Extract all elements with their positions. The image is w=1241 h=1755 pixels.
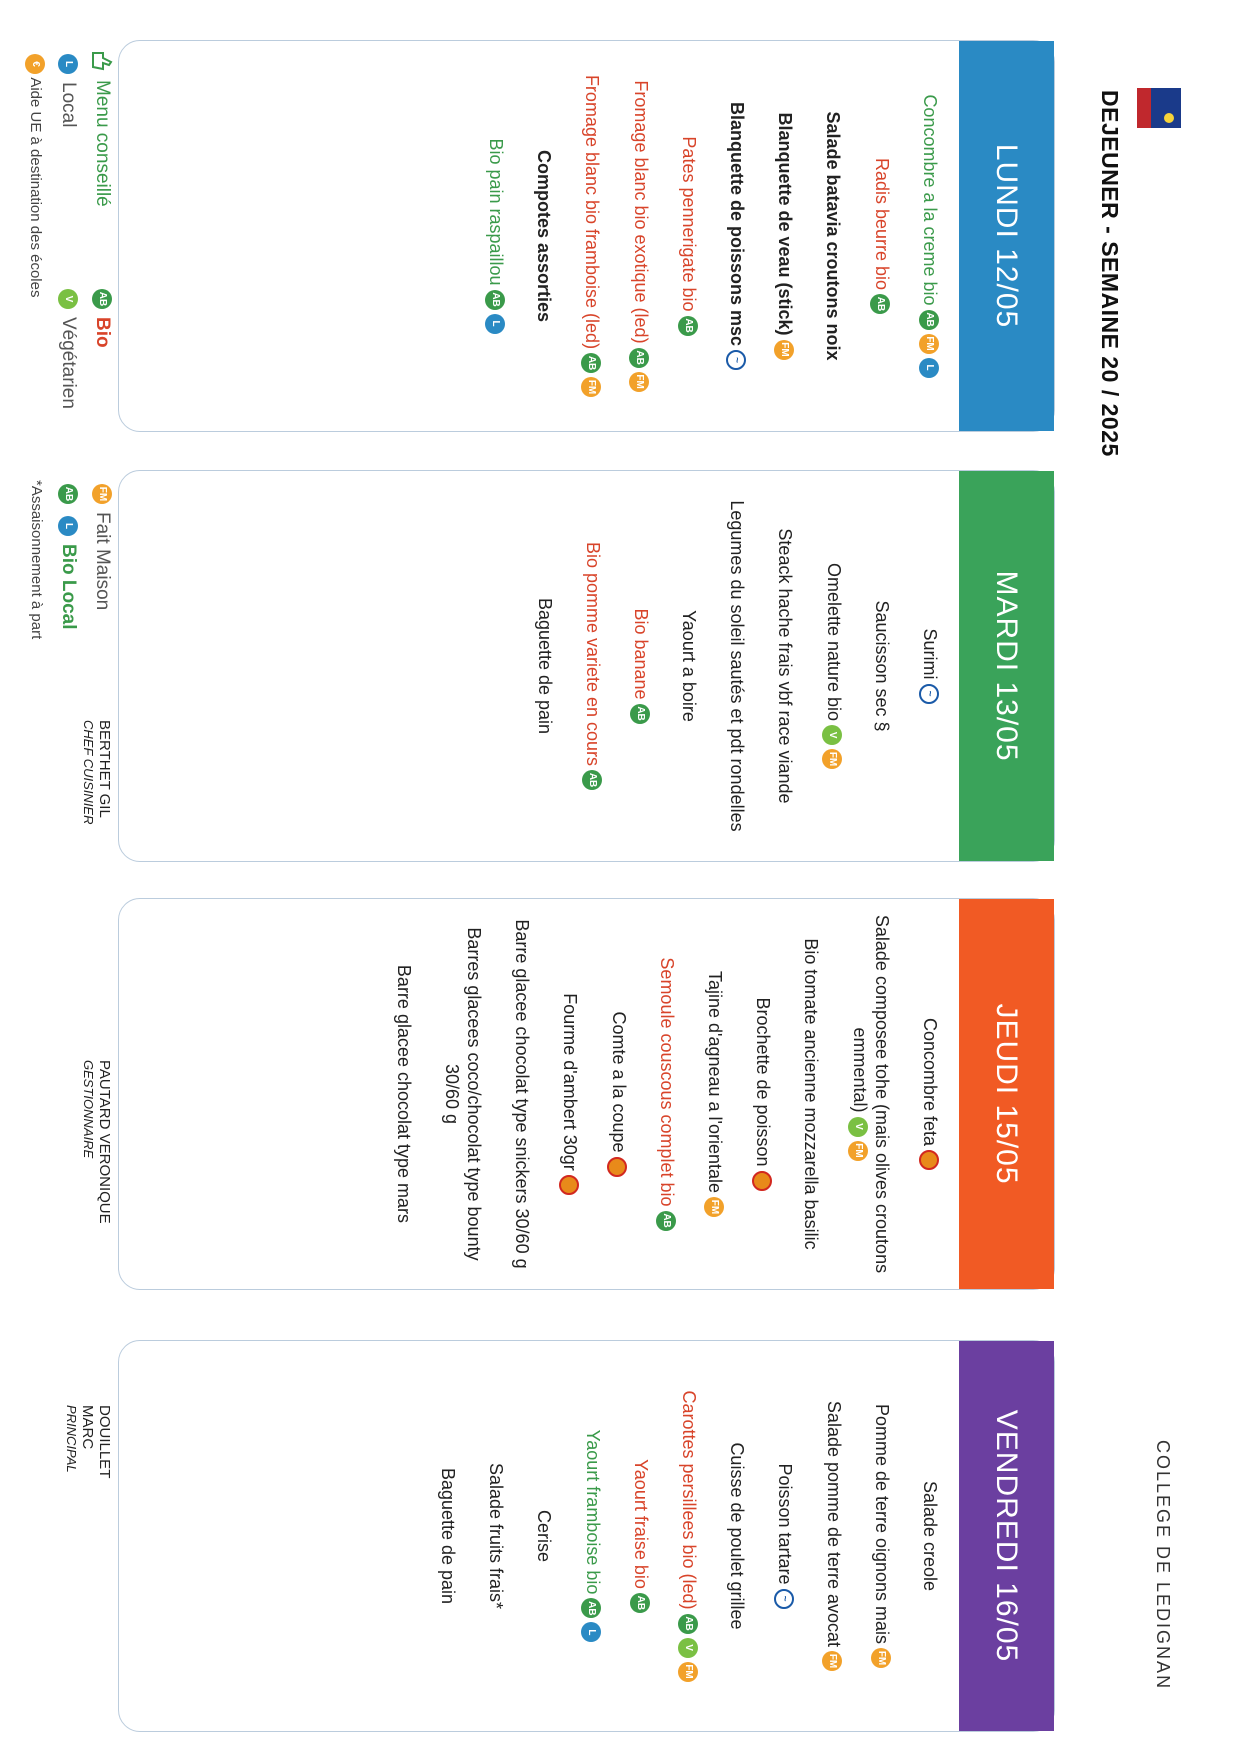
fait-maison-icon: FM xyxy=(630,372,650,392)
vegetarien-icon: V xyxy=(823,725,843,745)
bio-icon: AB xyxy=(630,1593,650,1613)
menu-item-label: Bio banane xyxy=(631,608,652,700)
menu-item xyxy=(775,485,797,847)
menu-item xyxy=(393,913,415,1275)
menu-item xyxy=(919,55,941,417)
menu-item-label: Legumes du soleil sautés et pdt rondelles xyxy=(727,500,748,832)
menu-item xyxy=(630,55,652,417)
menu-item xyxy=(726,55,748,417)
menu-item xyxy=(608,913,630,1275)
menu-item xyxy=(559,913,581,1275)
legend-menu-conseille: Menu conseillé xyxy=(91,50,113,207)
menu-item xyxy=(704,913,726,1275)
menu-item xyxy=(726,1355,748,1717)
menu-item-label: Fromage blanc bio framboise (led) xyxy=(582,74,603,350)
menu-item-label: Semoule couscous complet bio xyxy=(657,957,677,1207)
menu-item xyxy=(801,913,823,1275)
aoc-label-icon xyxy=(559,1175,579,1195)
legend-local: L Local xyxy=(57,50,79,127)
bio-icon: AB xyxy=(485,290,505,310)
menu-item-label: Compotes assorties xyxy=(534,149,555,323)
menu-item-label: Concombre feta xyxy=(920,1017,940,1147)
bio-icon: AB xyxy=(919,310,939,330)
bio-icon: AB xyxy=(678,1614,698,1634)
day-header: MARDI 13/05 xyxy=(959,471,1054,861)
menu-item xyxy=(534,1355,556,1717)
menu-list xyxy=(393,899,959,1289)
fait-maison-icon: FM xyxy=(678,1662,698,1682)
menu-item xyxy=(849,913,893,1275)
menu-item xyxy=(823,485,845,847)
day-card-mardi xyxy=(118,470,1055,862)
bio-icon: AB xyxy=(58,484,78,504)
menu-item xyxy=(679,485,701,847)
legend-bio-local: AB L Bio Local xyxy=(57,480,79,630)
school-name: COLLEGE DE LEDIGNAN xyxy=(1153,1440,1173,1691)
menu-item-label: Pomme de terre oignons mais xyxy=(872,1403,892,1645)
fait-maison-icon: FM xyxy=(92,484,112,504)
signature-chef: BERTHET GIL CHEF CUISINIER xyxy=(81,720,113,825)
legend-aide-ue: € Aide UE à destination des écoles xyxy=(25,50,45,297)
menu-item xyxy=(441,913,485,1275)
bio-icon: AB xyxy=(630,348,650,368)
menu-item-label: Cerise xyxy=(534,1509,555,1562)
fait-maison-icon: FM xyxy=(919,334,939,354)
day-header: LUNDI 12/05 xyxy=(959,41,1054,431)
menu-item xyxy=(581,55,603,417)
menu-item-label: Salade creole xyxy=(920,1480,940,1592)
menu-item-label: Barre glacee chocolat type mars xyxy=(394,964,415,1224)
menu-item-label: Baguette de pain xyxy=(438,1467,459,1605)
menu-list xyxy=(534,471,959,861)
menu-item-label: Blanquette de veau (stick) xyxy=(775,112,796,336)
menu-item-label: Poisson tartare xyxy=(775,1463,796,1585)
menu-item-label: Fromage blanc bio exotique (led) xyxy=(630,80,651,344)
legend-fait-maison: FM Fait Maison xyxy=(91,480,113,610)
thumb-icon xyxy=(91,50,113,72)
menu-item xyxy=(871,485,893,847)
menu-item-label: Barre glacee chocolat type snickers 30/60 g xyxy=(512,919,533,1269)
aoc-label-icon xyxy=(608,1157,628,1177)
msc-fish-icon: ~ xyxy=(774,1589,794,1609)
legend xyxy=(3,50,113,1479)
day-header: VENDREDI 16/05 xyxy=(959,1341,1054,1731)
menu-item xyxy=(533,55,555,417)
menu-item xyxy=(656,913,678,1275)
local-icon: L xyxy=(58,516,78,536)
menu-item xyxy=(630,485,652,847)
menu-item-label: Barres glacees coco/chocolat type bounty 30/60 g xyxy=(442,927,485,1261)
legend-bio: AB Bio xyxy=(91,285,113,348)
bio-icon: AB xyxy=(582,770,602,790)
vegetarien-icon: V xyxy=(849,1117,869,1137)
menu-item-label: Tajine d'agneau a l'orientale xyxy=(705,970,726,1194)
menu-item-label: Concombre a la creme bio xyxy=(920,94,940,306)
menu-item xyxy=(919,485,941,847)
menu-item-label: Saucisson sec § xyxy=(871,600,892,732)
menu-item xyxy=(823,1355,845,1717)
menu-item xyxy=(774,55,796,417)
menu-item-label: Cuisse de poulet grillee xyxy=(727,1442,748,1630)
menu-item-label: Bio tomate ancienne mozzarella basilic xyxy=(801,938,822,1250)
aoc-label-icon xyxy=(919,1150,939,1170)
menu-item-label: Fourme d'ambert 30gr xyxy=(560,993,581,1171)
local-icon: L xyxy=(919,358,939,378)
fait-maison-icon: FM xyxy=(871,1648,891,1668)
aoc-label-icon xyxy=(752,1171,772,1191)
menu-item xyxy=(582,485,604,847)
signature-principal: DOUILLET MARC PRINCIPAL xyxy=(64,1405,113,1479)
menu-item xyxy=(534,485,556,847)
menu-item-label: Yaourt framboise bio xyxy=(582,1429,603,1595)
school-logo-icon xyxy=(1137,88,1181,128)
menu-item xyxy=(919,1355,941,1717)
local-icon: L xyxy=(485,314,505,334)
menu-item-label: Brochette de poisson xyxy=(753,997,774,1167)
menu-item xyxy=(919,913,941,1275)
menu-item-label: Yaourt a boire xyxy=(679,610,700,722)
menu-item-label: Bio pain raspaillou xyxy=(486,138,507,286)
menu-item xyxy=(823,55,845,417)
menu-item xyxy=(752,913,774,1275)
day-card-vendredi xyxy=(118,1340,1055,1732)
signature-gestionnaire: PAUTARD VERONIQUE GESTIONNAIRE xyxy=(81,1060,113,1224)
menu-item-label: Pates pennerigate bio xyxy=(679,136,699,312)
menu-item xyxy=(774,1355,796,1717)
menu-item-label: Bio pomme variete en cours xyxy=(583,541,604,767)
fait-maison-icon: FM xyxy=(849,1141,869,1161)
menu-item-label: Salade fruits frais* xyxy=(486,1462,507,1610)
menu-item-label: Baguette de pain xyxy=(535,597,555,735)
bio-icon: AB xyxy=(630,704,650,724)
aide-ue-icon: € xyxy=(25,54,45,74)
menu-item-label: Carottes persillees bio (led) xyxy=(679,1390,700,1610)
day-card-jeudi xyxy=(118,898,1055,1290)
menu-list xyxy=(438,1341,960,1731)
menu-item xyxy=(678,55,700,417)
bio-icon: AB xyxy=(581,353,601,373)
menu-item xyxy=(871,55,893,417)
menu-item xyxy=(485,55,507,417)
bio-icon: AB xyxy=(92,289,112,309)
menu-item xyxy=(486,1355,508,1717)
menu-item xyxy=(678,1355,700,1717)
legend-vegetarien: V Végétarien xyxy=(57,285,79,409)
menu-item xyxy=(630,1355,652,1717)
fait-maison-icon: FM xyxy=(704,1197,724,1217)
local-icon: L xyxy=(582,1622,602,1642)
menu-list xyxy=(485,41,959,431)
menu-item xyxy=(871,1355,893,1717)
menu-item xyxy=(438,1355,460,1717)
bio-icon: AB xyxy=(582,1598,602,1618)
page-title: DEJEUNER - SEMAINE 20 / 2025 xyxy=(1097,90,1123,457)
menu-item-label: Omelette nature bio xyxy=(823,562,844,722)
menu-item-label: Comte a la coupe xyxy=(608,1011,629,1153)
menu-item-label: Salade composee tohe (mais olives croutons emmental) xyxy=(849,914,892,1274)
menu-item-label: Blanquette de poissons msc xyxy=(727,101,748,347)
vegetarien-icon: V xyxy=(58,289,78,309)
fait-maison-icon: FM xyxy=(823,749,843,769)
menu-item xyxy=(582,1355,604,1717)
local-icon: L xyxy=(58,54,78,74)
legend-assaisonnement: *Assaisonnement à part xyxy=(28,480,45,640)
menu-item xyxy=(727,485,749,847)
bio-icon: AB xyxy=(656,1211,676,1231)
fait-maison-icon: FM xyxy=(823,1651,843,1671)
menu-item-label: Radis beurre bio xyxy=(871,157,892,291)
vegetarien-icon: V xyxy=(678,1638,698,1658)
msc-fish-icon: ~ xyxy=(919,684,939,704)
fait-maison-icon: FM xyxy=(774,340,794,360)
menu-item-label: Steack hache frais vbf race viande xyxy=(775,528,796,804)
menu-item xyxy=(511,913,533,1275)
menu-item-label: Salade batavia croutons noix xyxy=(823,111,844,361)
bio-icon: AB xyxy=(871,294,891,314)
day-card-lundi xyxy=(118,40,1055,432)
bio-icon: AB xyxy=(678,316,698,336)
menu-item-label: Surimi xyxy=(920,628,940,680)
fait-maison-icon: FM xyxy=(581,377,601,397)
menu-item-label: Salade pomme de terre avocat xyxy=(823,1400,844,1648)
msc-fish-icon: ~ xyxy=(726,350,746,370)
day-header: JEUDI 15/05 xyxy=(959,899,1054,1289)
menu-item-label: Yaourt fraise bio xyxy=(631,1459,651,1589)
